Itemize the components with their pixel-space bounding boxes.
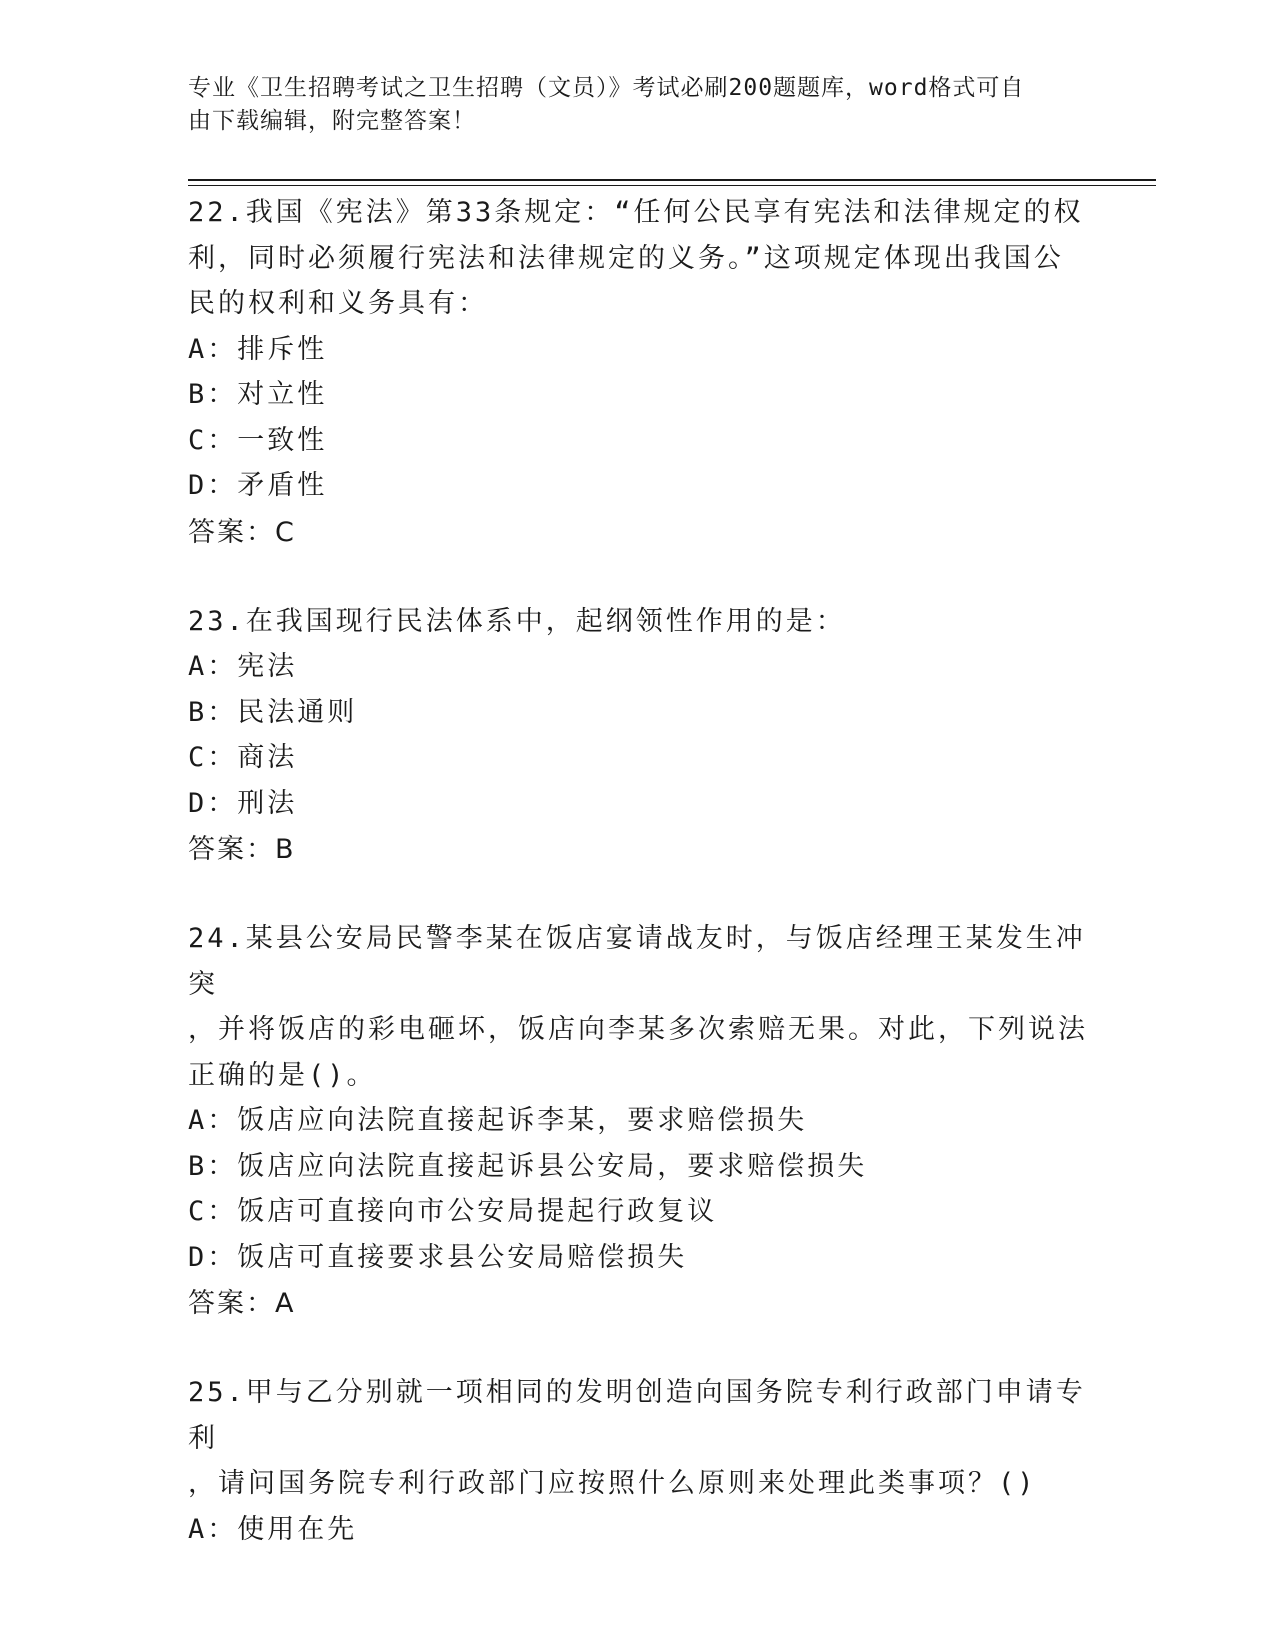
question-23 [188, 599, 1088, 874]
question-stem-line: ，并将饭店的彩电砸坏，饭店向李某多次索赔无果。对此，下列说法 [188, 1014, 1088, 1045]
question-stem-line: 24.某县公安局民警李某在饭店宴请战友时，与饭店经理王某发生冲突 [188, 923, 1086, 1000]
question-stem-line: 正确的是()。 [188, 1059, 377, 1091]
spacer [188, 556, 1088, 599]
option-b: B：民法通则 [188, 696, 358, 728]
header-divider-thin [188, 185, 1156, 186]
spacer [188, 1327, 1088, 1370]
answer: 答案：A [188, 1288, 296, 1319]
option-a: A：排斥性 [188, 333, 328, 365]
option-c: C：商法 [188, 742, 298, 773]
question-stem-line: ，请问国务院专利行政部门应按照什么原则来处理此类事项？() [188, 1468, 1037, 1499]
header-divider-thick [188, 179, 1156, 181]
option-b: B：饭店应向法院直接起诉县公安局，要求赔偿损失 [188, 1150, 868, 1182]
question-24 [188, 916, 1088, 1327]
question-stem-line: 22.我国《宪法》第33条规定：“任何公民享有宪法和法律规定的权 [188, 197, 1084, 228]
question-stem-line: 利，同时必须履行宪法和法律规定的义务。”这项规定体现出我国公 [188, 242, 1064, 274]
option-a: A：宪法 [188, 651, 298, 682]
question-22 [188, 190, 1088, 556]
question-stem-line: 25.甲与乙分别就一项相同的发明创造向国务院专利行政部门申请专利 [188, 1377, 1086, 1454]
question-list [188, 190, 1088, 1552]
header-line-2: 由下载编辑，附完整答案！ [188, 108, 476, 134]
option-c: C：一致性 [188, 424, 328, 456]
option-a: A：使用在先 [188, 1513, 358, 1545]
question-stem-line: 民的权利和义务具有： [188, 288, 488, 319]
option-a: A：饭店应向法院直接起诉李某，要求赔偿损失 [188, 1105, 808, 1136]
answer: 答案：C [188, 516, 296, 548]
answer: 答案：B [188, 834, 296, 865]
option-d: D：饭店可直接要求县公安局赔偿损失 [188, 1241, 688, 1273]
option-c: C：饭店可直接向市公安局提起行政复议 [188, 1196, 718, 1227]
document-header [188, 72, 1068, 138]
header-line-1: 专业《卫生招聘考试之卫生招聘（文员）》考试必刷200题题库，word格式可自 [188, 75, 1025, 101]
option-d: D：刑法 [188, 787, 298, 819]
question-25 [188, 1370, 1088, 1552]
option-b: B：对立性 [188, 379, 328, 410]
question-stem-line: 23.在我国现行民法体系中，起纲领性作用的是： [188, 605, 846, 637]
option-d: D：矛盾性 [188, 470, 328, 501]
spacer [188, 873, 1088, 916]
